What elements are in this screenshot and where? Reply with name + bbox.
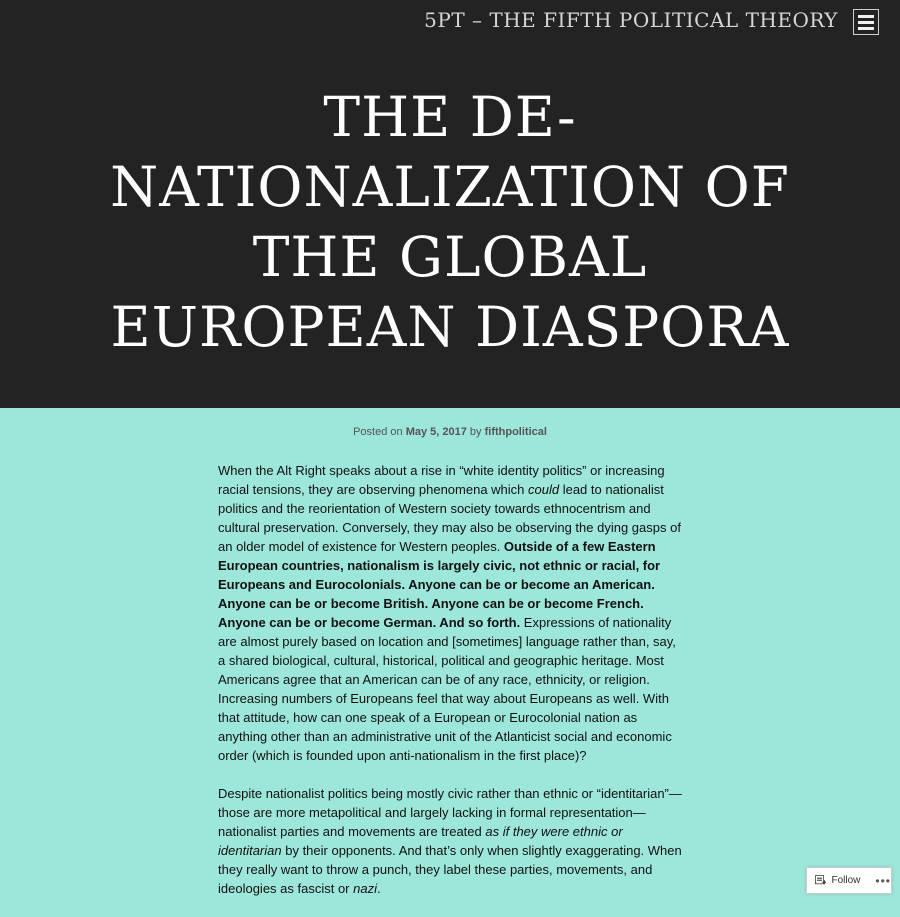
by-label: by	[469, 426, 482, 438]
paragraph-1	[218, 461, 684, 765]
menu-bar-bottom	[858, 27, 874, 30]
menu-bar-top	[858, 15, 874, 18]
p2-text-a: Despite nationalist politics being mostly civic rather than ethnic or “identitarian”—those are more metapolitical and largely lacking in formal representation—nationalist parties and movements are treated	[218, 786, 682, 839]
follow-reader-icon	[815, 874, 826, 887]
post-meta	[0, 426, 900, 438]
p1-text-c: lead to nationalist politics and the reorientation of Western society towards ethnocentrism and cultural preservation. Conversely, they may also be observing the dying gasps of an older model of existence for Western peoples.	[218, 482, 681, 554]
post-date-link[interactable]: May 5, 2017	[405, 426, 467, 438]
p1-bold-statement: Outside of a few Eastern European countries, nationalism is largely civic, not ethnic or racial, for Europeans and Eurocolonials. Anyone can be or become an American. Anyone can be or become British. Anyone can be or become French. Anyone can be or become German. And so forth.	[218, 539, 661, 630]
follow-button[interactable]	[806, 867, 892, 894]
p1-emphasis: could	[528, 482, 560, 497]
site-header	[0, 0, 900, 408]
hamburger-menu-icon[interactable]	[853, 9, 879, 35]
follow-label: Follow	[831, 875, 861, 886]
p2-text-c: by their opponents. And that’s only when slightly exaggerating. When they really want to throw a punch, they label these parties, movements, and ideologies as fascist or	[218, 843, 682, 896]
p2-emphasis: as if they were ethnic or identitarian	[218, 824, 623, 858]
p2-emphasis-nazi: nazi	[353, 881, 377, 896]
post-title: THE DE-NATIONALIZATION OF THE GLOBAL EUROPEAN DIASPORA	[110, 85, 790, 359]
paragraph-2	[218, 784, 684, 898]
p1-text-a: When the Alt Right speaks about a rise in “white identity politics” or increasing racial tensions, they are observing phenomena which	[218, 463, 665, 497]
site-title-link[interactable]: 5PT – THE FIFTH POLITICAL THEORY	[424, 8, 838, 32]
menu-bar-middle	[858, 21, 874, 24]
p1-text-d: Expressions of nationality are almost purely based on location and [sometimes] language rather than, say, a shared biological, cultural, historical, political and geographic heritage. Most Americans agree that an American can be of any race, ethnicity, or religion. Increasing numbers of Europeans feel that way about Europeans as well. With that attitude, how can one speak of a European or Eurocolonial nation as anything other than an administrative unit of the Atlanticist social and economic order (which is founded upon anti-nationalism in the first place)?	[218, 615, 676, 763]
p2-text-e: .	[376, 881, 381, 896]
post-content	[218, 461, 684, 917]
author-link[interactable]: fifthpolitical	[484, 426, 547, 438]
posted-on-label: Posted on	[353, 426, 403, 438]
more-options-icon[interactable]: •••	[875, 873, 891, 888]
